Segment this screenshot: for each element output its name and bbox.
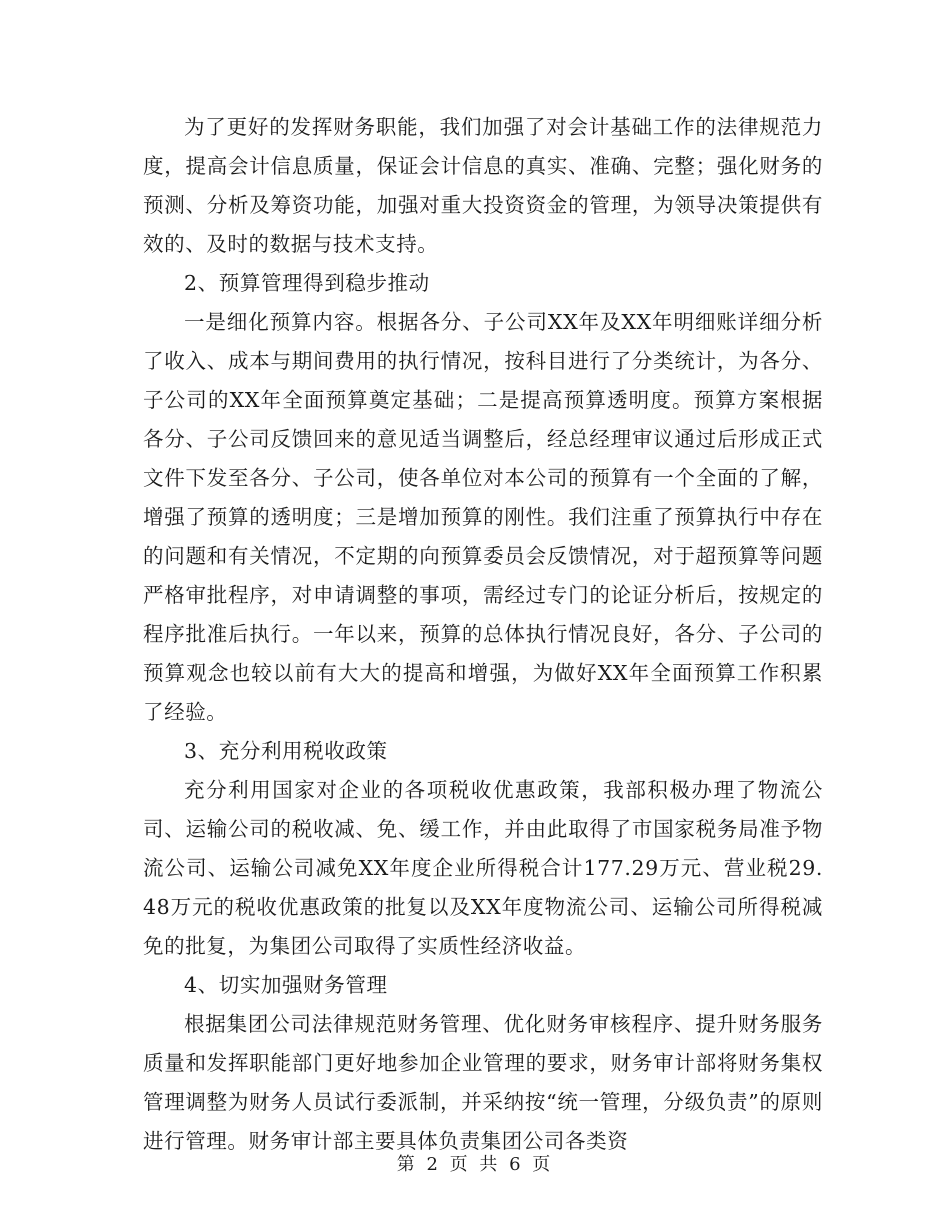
page-number-footer: 第 2 页 共 6 页 (396, 1154, 554, 1175)
body-paragraph: 为了更好的发挥财务职能，我们加强了对会计基础工作的法律规范力度，提高会计信息质量，保证会计信息的真实、准确、完整；强化财务的预测、分析及筹资功能，加强对重大投资资金的管理，为领导决策提供有效的、及时的数据与技术支持。 (143, 115, 823, 256)
section-heading: 3、充分利用税收政策 (184, 739, 388, 763)
body-paragraph: 充分利用国家对企业的各项税收优惠政策，我部积极办理了物流公司、运输公司的税收减、免、缓工作，并由此取得了市国家税务局准予物流公司、运输公司减免XX年度企业所得税合计177.29万元、营业税29.48万元的税收优惠政策的批复以及XX年度物流公司、运输公司所得税减免的批复，为集团公司取得了实质性经济收益。 (143, 778, 823, 958)
section-heading: 2、预算管理得到稳步推动 (184, 271, 430, 295)
section-heading: 4、切实加强财务管理 (184, 973, 388, 997)
document-body (143, 108, 823, 1161)
body-paragraph: 根据集团公司法律规范财务管理、优化财务审核程序、提升财务服务质量和发挥职能部门更好地参加企业管理的要求，财务审计部将财务集权管理调整为财务人员试行委派制，并采纳按“统一管理，分级负责”的原则进行管理。财务审计部主要具体负责集团公司各类资 (143, 1012, 823, 1153)
body-paragraph: 一是细化预算内容。根据各分、子公司XX年及XX年明细账详细分析了收入、成本与期间费用的执行情况，按科目进行了分类统计，为各分、子公司的XX年全面预算奠定基础；二是提高预算透明度。预算方案根据各分、子公司反馈回来的意见适当调整后，经总经理审议通过后形成正式文件下发至各分、子公司，使各单位对本公司的预算有一个全面的了解，增强了预算的透明度；三是增加预算的刚性。我们注重了预算执行中存在的问题和有关情况，不定期的向预算委员会反馈情况，对于超预算等问题严格审批程序，对申请调整的事项，需经过专门的论证分析后，按规定的程序批准后执行。一年以来，预算的总体执行情况良好，各分、子公司的预算观念也较以前有大大的提高和增强，为做好XX年全面预算工作积累了经验。 (143, 310, 823, 724)
